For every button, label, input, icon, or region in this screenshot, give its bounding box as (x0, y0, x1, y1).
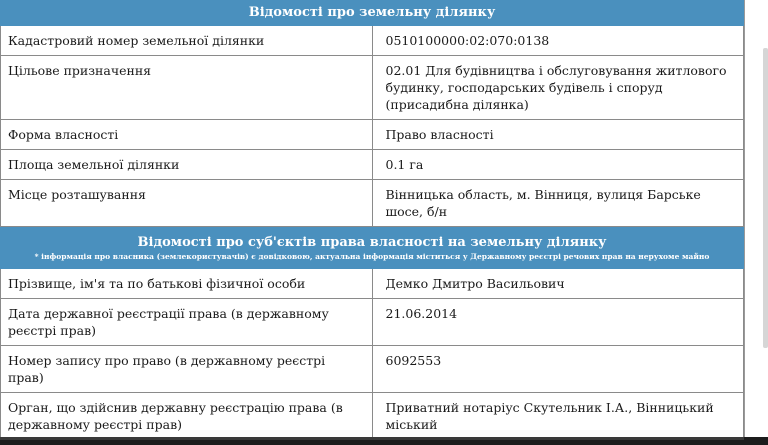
row-value: 21.06.2014 (372, 299, 744, 346)
row-label: Форма власності (1, 120, 373, 150)
bottom-bar (0, 437, 768, 445)
table-row (1, 180, 744, 227)
table-row (1, 26, 744, 56)
table-row (1, 150, 744, 180)
row-label: Цільове призначення (1, 56, 373, 120)
owner-section-title: Відомості про суб'єктів права власності на земельну ділянку (137, 235, 607, 250)
row-value: 0.1 га (372, 150, 744, 180)
table-row (1, 56, 744, 120)
row-label: Кадастровий номер земельної ділянки (1, 26, 373, 56)
row-label: Номер запису про право (в державному реєстрі прав) (1, 346, 373, 393)
row-value: Приватний нотаріус Скутельник І.А., Вінницький міський (372, 393, 744, 438)
row-value: 0510100000:02:070:0138 (372, 26, 744, 56)
row-value: Вінницька область, м. Вінниця, вулиця Барське шосе, б/н (372, 180, 744, 227)
owner-section-note: * інформація про власника (землекористувачів) є довідковою, актуальна інформація міститься у Державному реєстрі речових прав на нерухоме майно (34, 252, 710, 261)
row-label: Прізвище, ім'я та по батькові фізичної особи (1, 269, 373, 299)
land-section-header (1, 1, 744, 26)
row-value: Право власності (372, 120, 744, 150)
row-value: Демко Дмитро Васильович (372, 269, 744, 299)
table-row (1, 120, 744, 150)
row-value: 6092553 (372, 346, 744, 393)
table-row (1, 269, 744, 299)
scrollbar-thumb[interactable] (763, 48, 768, 348)
land-section-title: Відомості про земельну ділянку (1, 1, 744, 26)
horizontal-scrollbar[interactable] (0, 437, 744, 440)
table-row (1, 346, 744, 393)
row-label: Орган, що здійснив державну реєстрацію права (в державному реєстрі прав) (1, 393, 373, 438)
table-row (1, 299, 744, 346)
table-row (1, 393, 744, 438)
row-label: Площа земельної ділянки (1, 150, 373, 180)
owner-section-header (1, 227, 744, 269)
row-label: Місце розташування (1, 180, 373, 227)
row-value: 02.01 Для будівництва і обслуговування житлового будинку, господарських будівель і споруд (присадибна ділянка) (372, 56, 744, 120)
row-label: Дата державної реєстрації права (в державному реєстрі прав) (1, 299, 373, 346)
